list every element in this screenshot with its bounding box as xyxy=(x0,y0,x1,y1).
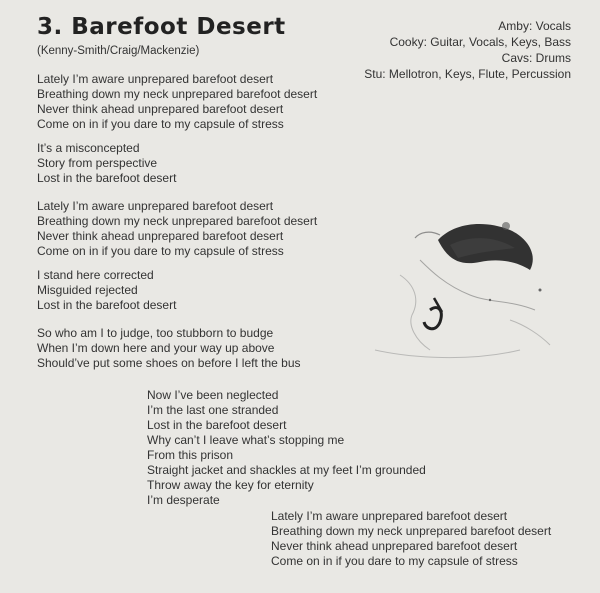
lyric-line: Why can’t I leave what’s stopping me xyxy=(147,433,345,447)
lyric-line: Should’ve put some shoes on before I left the bus xyxy=(37,356,301,370)
lyric-line: Never think ahead unprepared barefoot desert xyxy=(37,102,284,116)
lyric-line: Never think ahead unprepared barefoot desert xyxy=(271,539,518,553)
lyric-line: Breathing down my neck unprepared barefoot desert xyxy=(37,87,318,101)
lyric-line: Straight jacket and shackles at my feet I’m grounded xyxy=(147,463,426,477)
verse-5 xyxy=(37,326,301,371)
lyric-line: When I’m down here and your way up above xyxy=(37,341,275,355)
lyric-line: Story from perspective xyxy=(37,156,158,170)
songwriter-credits: (Kenny-Smith/Craig/Mackenzie) xyxy=(37,45,200,57)
verse-3 xyxy=(37,199,317,259)
lyric-line: Never think ahead unprepared barefoot desert xyxy=(37,229,284,243)
lyric-line: Come on in if you dare to my capsule of stress xyxy=(37,244,284,258)
lyric-line: I’m the last one stranded xyxy=(147,403,279,417)
verse-4 xyxy=(37,268,176,313)
lyric-line: Lately I’m aware unprepared barefoot desert xyxy=(37,199,274,213)
personnel-item: Cavs: Drums xyxy=(501,51,571,65)
lyric-line: Lost in the barefoot desert xyxy=(37,171,177,185)
lyric-line: I’m desperate xyxy=(147,493,220,507)
personnel-list xyxy=(364,18,571,82)
lyric-line: Lately I’m aware unprepared barefoot desert xyxy=(271,509,508,523)
lyric-line: Misguided rejected xyxy=(37,283,138,297)
lyric-line: Lost in the barefoot desert xyxy=(37,298,177,312)
ink-wash-illustration xyxy=(360,200,560,380)
lyric-line: It’s a misconcepted xyxy=(37,141,140,155)
verse-2 xyxy=(37,141,176,186)
lyric-line: So who am I to judge, too stubborn to budge xyxy=(37,326,274,340)
lyric-line: I stand here corrected xyxy=(37,268,154,282)
lyric-line: Lately I’m aware unprepared barefoot desert xyxy=(37,72,274,86)
verse-7 xyxy=(271,509,551,569)
lyric-line: Now I’ve been neglected xyxy=(147,388,279,402)
lyric-line: Come on in if you dare to my capsule of stress xyxy=(37,117,284,131)
personnel-item: Stu: Mellotron, Keys, Flute, Percussion xyxy=(364,67,571,81)
lyric-line: From this prison xyxy=(147,448,234,462)
verse-6 xyxy=(147,388,426,508)
lyric-line: Breathing down my neck unprepared barefoot desert xyxy=(271,524,552,538)
personnel-item: Amby: Vocals xyxy=(498,19,571,33)
lyric-line: Come on in if you dare to my capsule of stress xyxy=(271,554,518,568)
lyric-line: Lost in the barefoot desert xyxy=(147,418,287,432)
personnel-item: Cooky: Guitar, Vocals, Keys, Bass xyxy=(389,35,571,49)
song-title: 3. Barefoot Desert xyxy=(37,14,286,40)
verse-1 xyxy=(37,72,317,132)
lyric-line: Throw away the key for eternity xyxy=(147,478,314,492)
lyric-line: Breathing down my neck unprepared barefoot desert xyxy=(37,214,318,228)
